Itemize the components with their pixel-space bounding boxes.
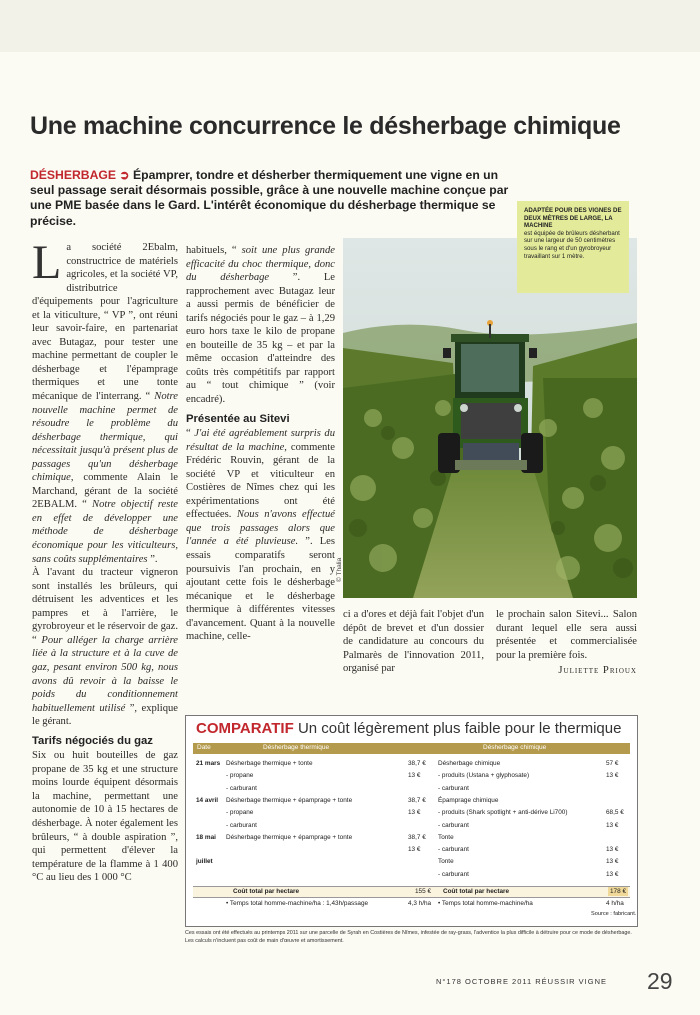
cell-chimique-value: 13 €	[606, 846, 619, 854]
column-2	[186, 244, 335, 644]
photo-caption: ADAPTÉE POUR DES VIGNES DE DEUX MÈTRES DE LARGE, LA MACHINE est équipée de brûleurs désherbant sur une largeur de 50 centimètres sous le rang et d'un gyrobroyeur travaillant sur 1 mètre.	[517, 201, 629, 293]
total-label-chimique: Coût total par hectare	[443, 888, 510, 895]
comparison-box	[185, 715, 638, 927]
paragraph: ci a d'ores et déjà fait l'objet d'un dépôt de brevet et d'un dossier de candidature au concours du Palmarès de l'innovation 2011, organisé par	[343, 609, 484, 675]
header-chimique: Désherbage chimique	[483, 744, 547, 751]
table-row	[186, 760, 639, 772]
paragraph: le prochain salon Sitevi... Salon durant lequel elle sera aussi présentée et commercialisée pour la première fois.	[496, 609, 637, 661]
cell-thermique-label: Désherbage thermique + épamprage + tonte	[226, 833, 353, 841]
total-row	[193, 886, 630, 898]
cell-thermique-value: 13 €	[408, 809, 421, 817]
table-row	[186, 797, 639, 809]
column-4	[496, 608, 637, 678]
photo-credit: © Thalia	[336, 557, 343, 582]
cell-thermique-value: 38,7 €	[408, 796, 426, 804]
cell-chimique-label: - carburant	[438, 784, 469, 792]
cell-thermique-value: 13 €	[408, 846, 421, 854]
header-thermique: Désherbage thermique	[263, 744, 330, 751]
cell-thermique-label: - carburant	[226, 821, 257, 829]
cell-chimique-value: 13 €	[606, 858, 619, 866]
time-thermique: • Temps total homme-machine/ha : 1,43h/passage	[226, 900, 369, 907]
cell-chimique-label: - carburant	[438, 821, 469, 829]
header-date: Date	[197, 744, 211, 751]
cell-thermique-label: Désherbage thermique + tonte	[226, 760, 313, 767]
folio: N°178 OCTOBRE 2011 RÉUSSIR VIGNE	[436, 977, 608, 986]
time-chimique: • Temps total homme-machine/ha	[438, 900, 533, 907]
cell-date: juillet	[196, 858, 213, 866]
cell-date: 14 avril	[196, 796, 219, 804]
table-row	[186, 834, 639, 846]
total-thermique: 155 €	[415, 888, 431, 895]
paragraph: Six ou huit bouteilles de gaz propane de 35 kg et une structure moins lourde équipent désormais la machine, permettant une autonomie de 10 à 15 hectares de désherbage. À noter également les brûleurs, “ à double aspiration ”, qui permettent d'élever la température de la flamme à 1 400 °C au lieu des 1 000 °C	[32, 750, 178, 884]
article-lead	[30, 168, 510, 229]
cell-thermique-label: - propane	[226, 809, 254, 817]
cell-chimique-label: Tonte	[438, 858, 454, 866]
subheading: Présentée au Sitevi	[186, 412, 290, 425]
cell-chimique-value: 57 €	[606, 760, 619, 767]
time-chimique-value: 4 h/ha	[606, 900, 624, 907]
cell-thermique-value: 13 €	[408, 772, 421, 780]
cell-chimique-label: Tonte	[438, 833, 454, 841]
table-row	[186, 846, 639, 858]
box-heading: Un coût légèrement plus faible pour le thermique	[297, 720, 622, 737]
page-number: 29	[647, 968, 673, 994]
cell-chimique-value: 13 €	[606, 870, 619, 878]
cell-chimique-label: Désherbage chimique	[438, 760, 501, 767]
cell-chimique-label: Épamprage chimique	[438, 796, 499, 804]
arrow-icon: ➲	[119, 168, 130, 182]
column-3	[343, 608, 484, 676]
cell-thermique-value: 38,7 €	[408, 833, 426, 841]
cell-chimique-value: 13 €	[606, 821, 619, 829]
cell-thermique-label: - propane	[226, 772, 254, 780]
box-kicker: COMPARATIF	[196, 720, 294, 737]
box-footnote: Ces essais ont été effectués au printemps 2011 sur une parcelle de Syrah en Costières de Nîmes, infestée de ray-grass, l'adventice la plus difficile à détruire pour ce mode de désherbage. Les calculs n'incluent pas coût de main d'œuvre et amortissement.	[185, 930, 632, 944]
article-headline: Une machine concurrence le désherbage chimique	[30, 112, 621, 140]
box-source: Source : fabricant.	[591, 911, 637, 917]
table-row	[186, 772, 639, 784]
cell-thermique-label: Désherbage thermique + épamprage + tonte	[226, 796, 353, 804]
cell-date: 18 mai	[196, 833, 216, 841]
table-row	[186, 858, 639, 870]
paragraph: La société 2Ebalm, constructrice de matériels agricoles, et la société VP, distributrice d'équipements pour l'agriculture et la viticulture, “ VP ”, ont réuni leur savoir-faire, en partenariat avec Butagaz, pour tester une machine permettant de coupler le désherbage et l'épamprage thermiques et une tonte mécanique de l'interrang. “ Notre nouvelle machine permet de résoudre le problème du désherbage thermique, qui nécessitait jusqu'à présent plus de passages qu'un désherbage chimique, commente Alain le Marchand, gérant de la société 2EBALM. “ Notre objectif reste en effet de développer une méthode de désherbage économique pour les viticulteurs, sans coûts supplémentaires ”.	[32, 236, 178, 565]
time-thermique-value: 4,3 h/ha	[408, 900, 432, 907]
cell-chimique-value: 68,5 €	[606, 809, 624, 817]
column-1	[32, 236, 179, 885]
cell-thermique-value: 38,7 €	[408, 760, 426, 767]
cell-chimique-label: - produits (Ustana + glyphosate)	[438, 772, 530, 780]
cell-chimique-label: - carburant	[438, 846, 469, 854]
subheading: Tarifs négociés du gaz	[32, 734, 153, 747]
lead-text: Épamprer, tondre et désherber thermiquement une vigne en un seul passage serait désormais possible, grâce à une nouvelle machine conçue par une PME basée dans le Gard. L'intérêt économique du désherbage thermique se précise.	[30, 168, 509, 228]
cell-chimique-label: - produits (Shark spotlight + anti-dérive Li700)	[438, 809, 568, 817]
top-margin-band	[0, 0, 700, 52]
cell-thermique-label: - carburant	[226, 784, 257, 792]
paragraph: “ J'ai été agréablement surpris du résultat de la machine, commente Frédéric Rouvin, gérant de la société VP et viticulteur en Costières de Nîmes chez qui les expérimentations ont été effectuées. Nous n'avons effectué que trois passages alors que l'année a été pluvieuse. ”. Les essais comparatifs seront poursuivis l'an prochain, en y ajoutant cette fois le désherbage mécanique et le désherbage thermique à différentes vitesses d'avancement. Quant à la nouvelle machine, celle-	[186, 428, 336, 643]
total-label-thermique: Coût total par hectare	[233, 888, 300, 895]
cell-chimique-value: 13 €	[606, 772, 619, 780]
author-signature: Juliette Prioux	[558, 665, 637, 677]
cell-date: 21 mars	[196, 760, 221, 767]
total-chimique: 178 €	[610, 888, 626, 895]
cell-chimique-label: - carburant	[438, 870, 469, 878]
table-row	[186, 871, 639, 883]
table-row	[186, 809, 639, 821]
table-row	[186, 822, 639, 834]
paragraph: À l'avant du tracteur vigneron sont installés les brûleurs, qui détruisent les adventices et les pampres et à l'arrière, le gyrobroyeur et le réservoir de gaz. “ Pour alléger la charge arrière liée à la structure et à la cuve de gaz, pesant environ 500 kg, nous avons dû revoir à la baisse le poids du conditionnement habituellement utilisé ”, explique le gérant.	[32, 567, 179, 728]
table-row	[186, 785, 639, 797]
paragraph: habituels, “ soit une plus grande efficacité du choc thermique, donc du désherbage ”. Le rapprochement avec Butagaz leur a aussi permis de bénéficier de tarifs négociés pour le gaz – à 1,29 euro hors taxe le kilo de propane en bouteille de 35 kg – et par la même occasion d'atteindre des coûts très compétitifs par rapport au “ tout chimique ” (voir encadré).	[186, 245, 335, 406]
dropcap: L	[32, 236, 62, 289]
rubric-label: DÉSHERBAGE	[30, 168, 117, 182]
